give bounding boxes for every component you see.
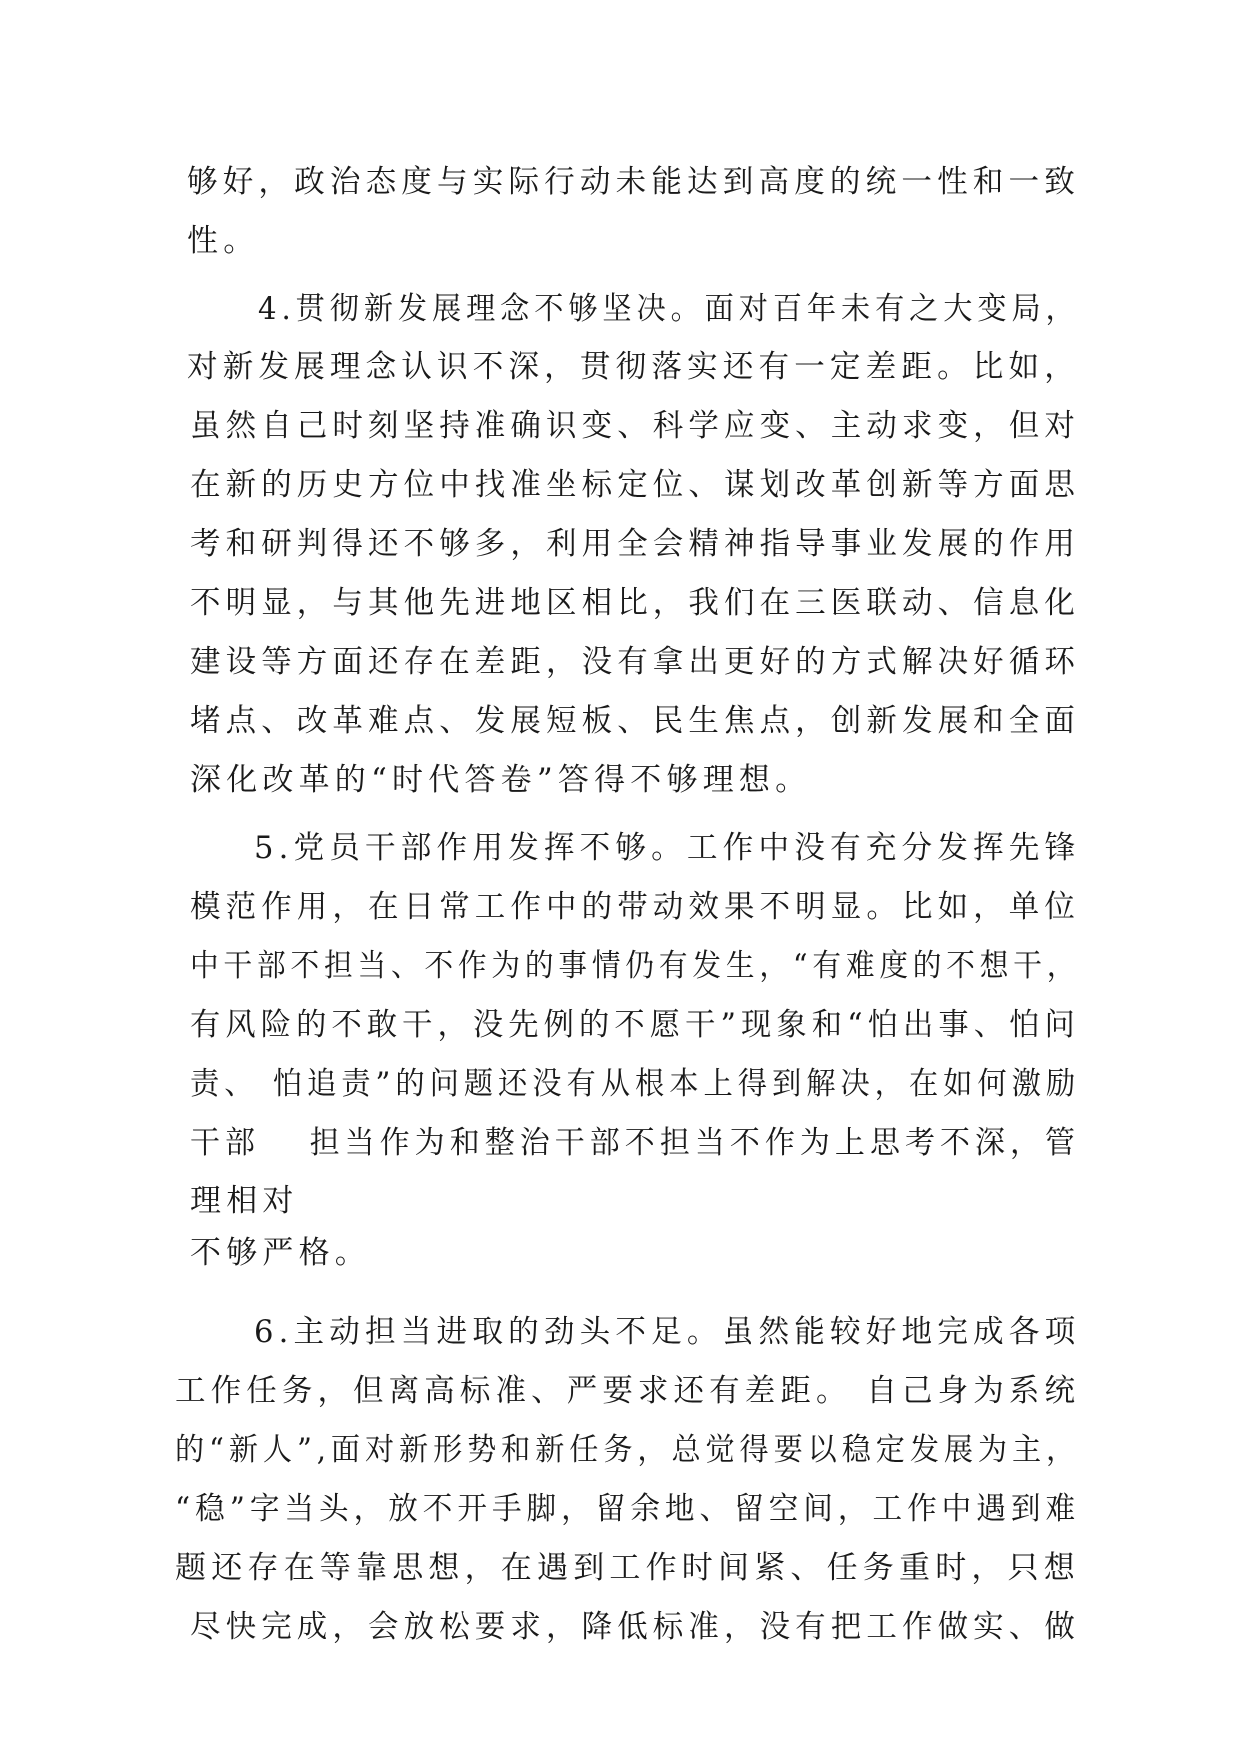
- text-line: 考和研判得还不够多，利用全会精神指导事业发展的作用: [190, 526, 1080, 562]
- text-line: 的“新人”,面对新形势和新任务，总觉得要以稳定发展为主，: [175, 1432, 1081, 1468]
- text-line: 建设等方面还存在差距，没有拿出更好的方式解决好循环: [190, 644, 1080, 680]
- text-line: 堵点、改革难点、发展短板、民生焦点，创新发展和全面: [190, 703, 1080, 739]
- text-line: 尽快完成，会放松要求，降低标准，没有把工作做实、做: [190, 1609, 1080, 1645]
- text-line: 在新的历史方位中找准坐标定位、谋划改革创新等方面思: [190, 467, 1080, 503]
- text-line: 不够严格。: [190, 1235, 371, 1271]
- text-line: 不明显，与其他先进地区相比，我们在三医联动、信息化: [190, 585, 1080, 621]
- text-line: 虽然自己时刻坚持准确识变、科学应变、主动求变，但对: [190, 408, 1080, 444]
- text-line: 深化改革的“时代答卷”答得不够理想。: [190, 762, 812, 798]
- text-line: 题还存在等靠思想，在遇到工作时间紧、任务重时，只想: [175, 1550, 1080, 1586]
- text-line: 够好，政治态度与实际行动未能达到高度的统一性和一致: [187, 164, 1080, 200]
- text-line: 5.党员干部作用发挥不够。工作中没有充分发挥先锋: [254, 830, 1081, 866]
- text-line: 6.主动担当进取的劲头不足。虽然能较好地完成各项: [254, 1314, 1081, 1350]
- text-line: 对新发展理念认识不深，贯彻落实还有一定差距。比如，: [187, 349, 1080, 385]
- text-line: 工作任务，但离高标准、严要求还有差距。 自己身为系统: [175, 1373, 1081, 1409]
- text-line: 干部 担当作为和整治干部不担当不作为上思考不深，管: [190, 1125, 1081, 1161]
- text-line: 责、 怕追责”的问题还没有从根本上得到解决，在如何激励: [190, 1066, 1081, 1102]
- text-line: 有风险的不敢干，没先例的不愿干”现象和“怕出事、怕问: [190, 1007, 1080, 1043]
- text-line: 性。: [187, 223, 260, 259]
- text-line: 中干部不担当、不作为的事情仍有发生，“有难度的不想干，: [190, 948, 1081, 984]
- text-line: 模范作用，在日常工作中的带动效果不明显。比如，单位: [190, 889, 1080, 925]
- text-line: 4.贯彻新发展理念不够坚决。面对百年未有之大变局，: [258, 291, 1080, 327]
- text-line: “稳”字当头，放不开手脚，留余地、留空间，工作中遇到难: [175, 1491, 1081, 1527]
- text-line: 理相对: [190, 1183, 299, 1219]
